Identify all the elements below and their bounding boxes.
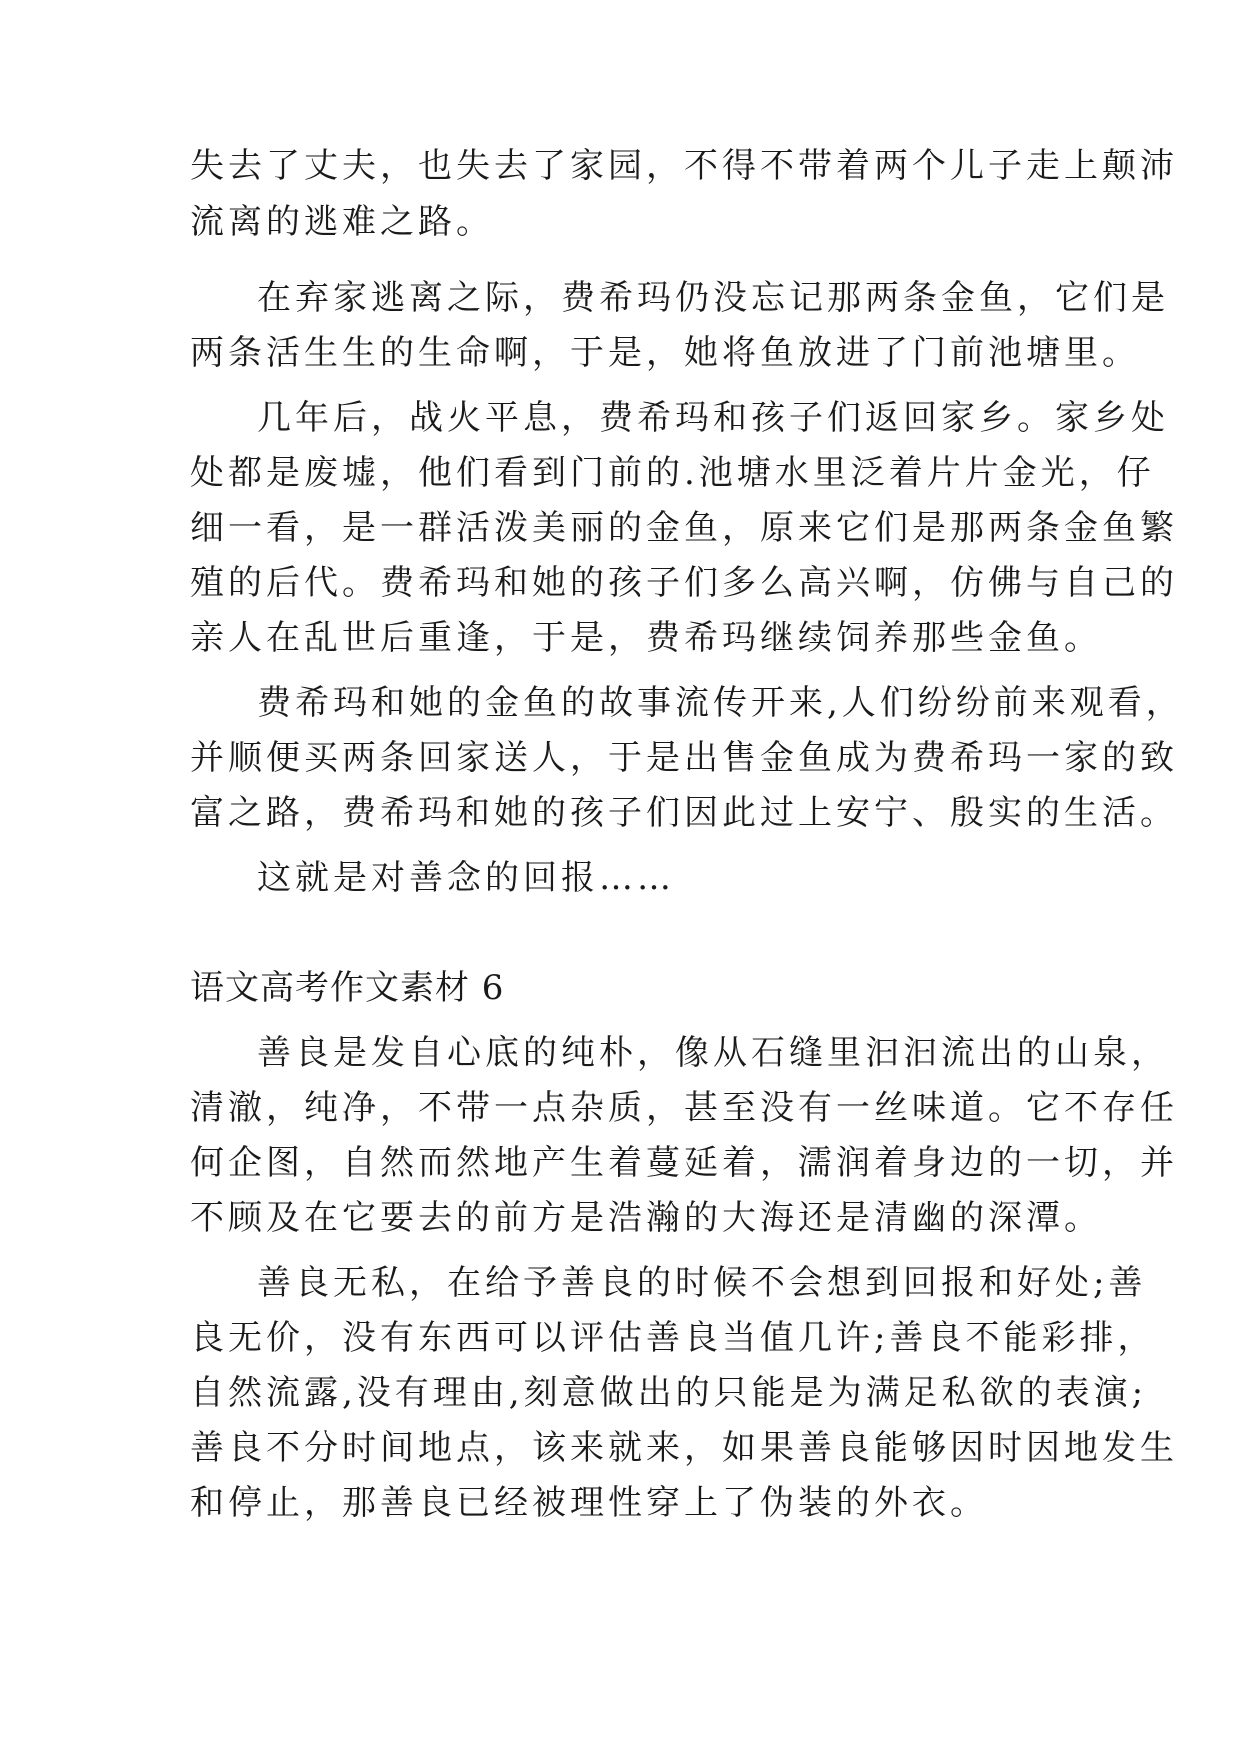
text-line: 细一看，是一群活泼美丽的金鱼，原来它们是那两条金鱼繁 <box>190 508 1178 548</box>
paragraph-first-line: 几年后，战火平息，费希玛和孩子们返回家乡。家乡处 <box>257 398 1169 438</box>
section-heading: 语文高考作文素材 6 <box>190 968 505 1008</box>
paragraph-first-line: 费希玛和她的金鱼的故事流传开来,人们纷纷前来观看， <box>257 683 1184 723</box>
text-line: 两条活生生的生命啊，于是，她将鱼放进了门前池塘里。 <box>190 333 1140 373</box>
text-line: 和停止，那善良已经被理性穿上了伪装的外衣。 <box>190 1483 988 1523</box>
text-line: 自然流露,没有理由,刻意做出的只能是为满足私欲的表演; <box>190 1373 1148 1413</box>
text-line: 不顾及在它要去的前方是浩瀚的大海还是清幽的深潭。 <box>190 1198 1102 1238</box>
text-line: 并顺便买两条回家送人，于是出售金鱼成为费希玛一家的致 <box>190 738 1178 778</box>
text-line: 失去了丈夫，也失去了家园，不得不带着两个儿子走上颠沛 <box>190 146 1178 186</box>
paragraph-first-line: 在弃家逃离之际，费希玛仍没忘记那两条金鱼，它们是 <box>257 278 1169 318</box>
text-line: 何企图，自然而然地产生着蔓延着，濡润着身边的一切，并 <box>190 1143 1178 1183</box>
text-line: 富之路，费希玛和她的孩子们因此过上安宁、殷实的生活。 <box>190 793 1178 833</box>
text-line: 良无价，没有东西可以评估善良当值几许;善良不能彩排， <box>190 1318 1156 1358</box>
paragraph-first-line: 善良是发自心底的纯朴，像从石缝里汩汩流出的山泉， <box>257 1033 1169 1073</box>
text-line: 亲人在乱世后重逢，于是，费希玛继续饲养那些金鱼。 <box>190 618 1102 658</box>
text-line: 殖的后代。费希玛和她的孩子们多么高兴啊，仿佛与自己的 <box>190 563 1178 603</box>
paragraph-first-line: 这就是对善念的回报…… <box>257 858 675 898</box>
paragraph-first-line: 善良无私，在给予善良的时候不会想到回报和好处;善 <box>257 1263 1147 1303</box>
text-line: 处都是废墟，他们看到门前的.池塘水里泛着片片金光，仔 <box>190 453 1155 493</box>
text-line: 清澈，纯净，不带一点杂质，甚至没有一丝味道。它不存任 <box>190 1088 1178 1128</box>
text-line: 流离的逃难之路。 <box>190 202 494 242</box>
text-line: 善良不分时间地点，该来就来，如果善良能够因时因地发生 <box>190 1428 1178 1468</box>
